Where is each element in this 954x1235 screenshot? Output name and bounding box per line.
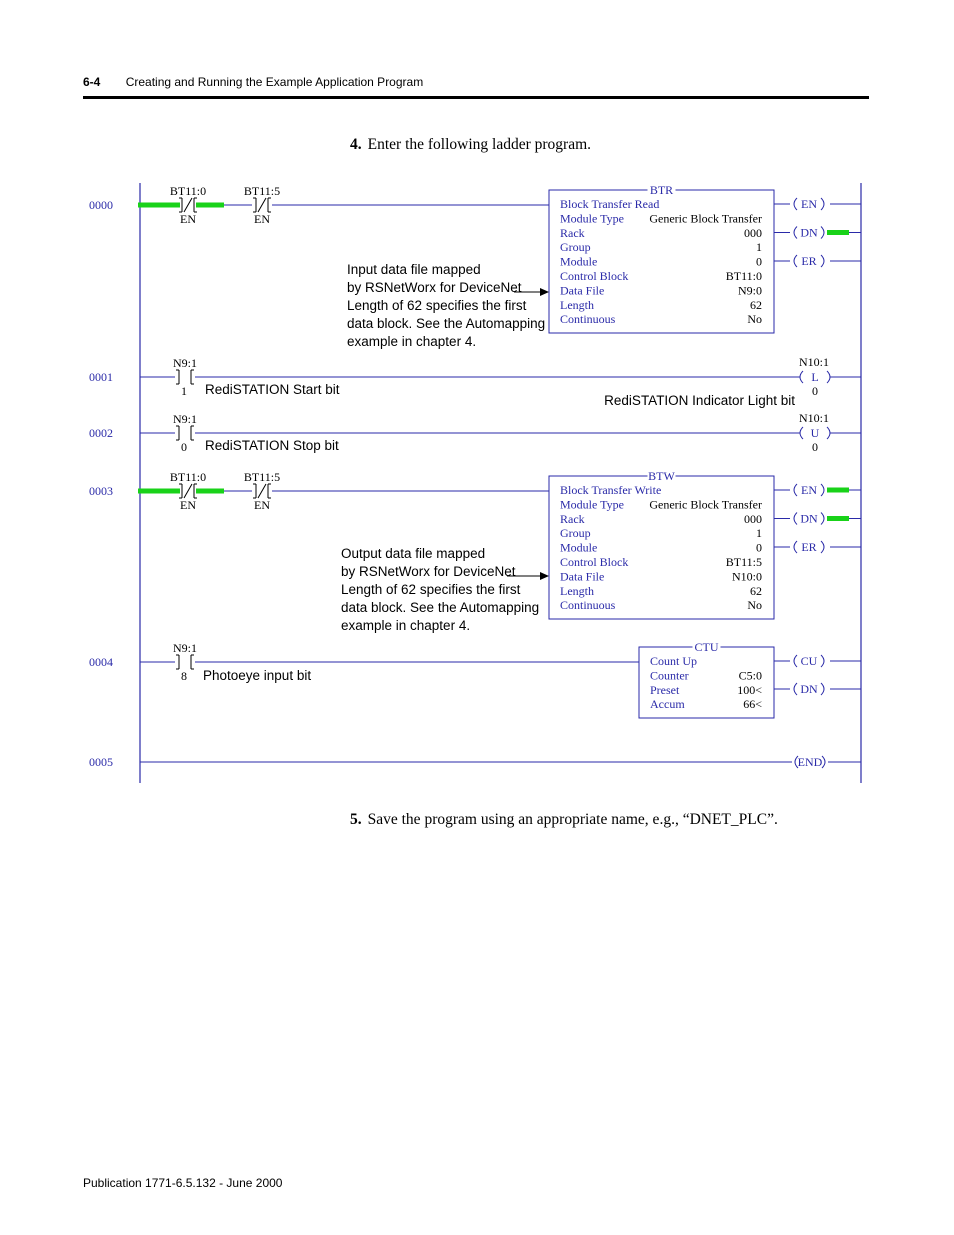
rung-0004-output-cu-label: CU <box>800 654 818 668</box>
rung-0001-coil-comment: RediSTATION Indicator Light bit <box>604 393 795 408</box>
step-4-text: Enter the following ladder program. <box>367 136 592 153</box>
rung-0000-btr-block-row-label: Length <box>560 297 594 312</box>
rung-0003-note-line: data block. See the Automapping <box>341 600 540 615</box>
rung-0000-btr-block-row-label: Block Transfer Read <box>560 197 660 211</box>
step-5-text: Save the program using an appropriate name, e.g., “DNET_PLC”. <box>367 811 778 828</box>
step-5-number: 5. <box>350 811 362 828</box>
rung-0004-output-dn-label: DN <box>800 682 818 696</box>
rung-0000-contact-2-tag: BT11:5 <box>243 184 281 198</box>
rung-0003-contact-2-tag: BT11:5 <box>243 470 281 484</box>
rung-0003-note-arrow-head <box>540 572 549 580</box>
rung-0000-btr-block-row-label: Rack <box>560 225 585 240</box>
rung-0000-btr-block-row-value: N9:0 <box>738 283 762 298</box>
rung-0000-btr-block-row-value: Generic Block Transfer <box>649 211 762 226</box>
rung-0000-contact-2-bit: EN <box>254 212 270 226</box>
rung-0004-contact-gap <box>175 654 195 670</box>
rung-0002-contact-1-tag: N9:1 <box>173 412 197 426</box>
rung-0000-btr-block-row-value: 1 <box>756 240 762 255</box>
footer-publication: Publication 1771-6.5.132 - June 2000 <box>83 1176 283 1190</box>
rung-0000-note-arrow-head <box>540 288 549 296</box>
rung-0000-contact-1-tag: BT11:0 <box>169 184 207 198</box>
rung-0005-end-label: END <box>797 755 823 769</box>
rung-0003-btw-block-row-value: No <box>747 598 762 613</box>
rung-0003-btw-block-row-label: Block Transfer Write <box>560 483 662 497</box>
rung-0000-btr-block-row-label: Module Type <box>560 211 624 226</box>
rung-0003-btw-block-row-label: Data File <box>560 569 605 584</box>
rung-0002-contact-gap <box>175 425 195 441</box>
rung-0001-contact-comment: RediSTATION Start bit <box>205 382 340 397</box>
rung-0000-btr-block-row-value: 000 <box>744 225 762 240</box>
step-5 <box>350 811 778 829</box>
rung-0000-note-line: Input data file mapped <box>347 262 481 277</box>
rung-0001-contact-gap <box>175 369 195 385</box>
rung-0003-number: 0003 <box>89 484 113 498</box>
rung-0002-contact-comment: RediSTATION Stop bit <box>205 438 339 453</box>
rung-0004-number: 0004 <box>89 655 113 669</box>
rung-0003-btw-block-row-value: N10:0 <box>732 569 762 584</box>
rung-0004-ctu-block-title: CTU <box>694 640 719 654</box>
rung-0003-note-line: Output data file mapped <box>341 546 486 561</box>
rung-0003-btw-block-row-value: 62 <box>750 583 762 598</box>
rung-0001-number: 0001 <box>89 370 113 384</box>
rung-0004-contact-1-bit: 8 <box>181 669 187 683</box>
rung-0001-coil-tag: N10:1 <box>799 355 829 369</box>
rung-0002-coil-label: U <box>810 426 820 440</box>
rung-0000-output-er-label: ER <box>801 254 817 268</box>
rung-0000-btr-block-row-value: No <box>747 312 762 327</box>
rung-0004-ctu-block-row-value: 66< <box>743 697 762 712</box>
rung-0003-output-er-label: ER <box>801 540 817 554</box>
rung-0001-contact-1-bit: 1 <box>181 384 187 398</box>
rung-0003-contact-2-bit: EN <box>254 498 270 512</box>
rung-0004-ctu-block-row-label: Count Up <box>650 654 698 668</box>
rung-0000-btr-block-row-value: BT11:0 <box>725 269 762 283</box>
chapter-title: Creating and Running the Example Application Program <box>125 75 424 89</box>
rung-0003-btw-block-row-value: 0 <box>756 540 762 555</box>
rung-0003-output-dn-label: DN <box>800 511 818 526</box>
rung-0004-ctu-block-row-label: Preset <box>650 682 680 697</box>
rung-0000-btr-block-row-label: Data File <box>560 283 605 298</box>
rung-0003-btw-block-row-label: Group <box>560 526 591 541</box>
rung-0003-btw-block-row-label: Rack <box>560 511 585 526</box>
rung-0005-number: 0005 <box>89 755 113 769</box>
rung-0001-coil-label: L <box>811 370 819 384</box>
rung-0003-btw-block-row-value: Generic Block Transfer <box>649 497 762 512</box>
rung-0004-ctu-block-row-value: C5:0 <box>738 668 762 683</box>
rung-0001-coil-bit: 0 <box>812 384 818 398</box>
rung-0000-btr-block-title: BTR <box>649 183 674 197</box>
rung-0003-output-en-label: EN <box>801 483 817 497</box>
rung-0000-note-line: Length of 62 specifies the first <box>347 298 527 313</box>
rung-0003-note-line: Length of 62 specifies the first <box>341 582 521 597</box>
rung-0003-btw-block-row-value: BT11:5 <box>725 555 762 569</box>
rung-0000-btr-block-row-label: Group <box>560 240 591 255</box>
rung-0004-ctu-block-row-value: 100< <box>737 682 762 697</box>
rung-0000-btr-block-row-value: 0 <box>756 254 762 269</box>
rung-0000-note-line: by RSNetWorx for DeviceNet <box>347 280 522 295</box>
rung-0004-ctu-block-row-label: Counter <box>650 668 689 683</box>
rung-0003-contact-1-tag: BT11:0 <box>169 470 207 484</box>
rung-0003-note-line: example in chapter 4. <box>341 618 471 633</box>
rung-0000-btr-block-row-label: Continuous <box>560 312 616 327</box>
rung-0004-contact-1-tag: N9:1 <box>173 641 197 655</box>
rung-0000-btr-block-row-label: Control Block <box>560 269 629 283</box>
rung-0004-ctu-block-row-label: Accum <box>650 697 685 712</box>
rung-0000-number: 0000 <box>89 198 113 212</box>
rung-0000-output-dn-label: DN <box>800 225 818 240</box>
rung-0000-output-en-label: EN <box>801 197 817 211</box>
rung-0003-btw-block-title: BTW <box>648 469 675 483</box>
rung-0000-btr-block-row-label: Module <box>560 254 598 269</box>
rung-0002-number: 0002 <box>89 426 113 440</box>
rung-0003-btw-block-row-label: Length <box>560 583 594 598</box>
rung-0004-contact-comment: Photoeye input bit <box>203 668 312 683</box>
rung-0003-btw-block-row-value: 1 <box>756 526 762 541</box>
rung-0002-coil-tag: N10:1 <box>799 411 829 425</box>
rung-0003-btw-block-row-label: Module <box>560 540 598 555</box>
rung-0000-note-line: data block. See the Automapping <box>347 316 546 331</box>
rung-0000-contact-1-bit: EN <box>180 212 196 226</box>
rung-0000-note-line: example in chapter 4. <box>347 334 477 349</box>
rung-0002-contact-1-bit: 0 <box>181 440 187 454</box>
rung-0000-btr-block-row-value: 62 <box>750 297 762 312</box>
rung-0001-contact-1-tag: N9:1 <box>173 356 197 370</box>
page-number: 6-4 <box>83 75 101 89</box>
rung-0003-contact-1-bit: EN <box>180 498 196 512</box>
rung-0003-btw-block-row-label: Control Block <box>560 555 629 569</box>
rung-0003-btw-block-row-label: Module Type <box>560 497 624 512</box>
step-4-number: 4. <box>350 136 362 153</box>
rung-0002-coil-bit: 0 <box>812 440 818 454</box>
rung-0003-btw-block-row-label: Continuous <box>560 598 616 613</box>
rung-0003-note-line: by RSNetWorx for DeviceNet <box>341 564 516 579</box>
rung-0003-btw-block-row-value: 000 <box>744 511 762 526</box>
